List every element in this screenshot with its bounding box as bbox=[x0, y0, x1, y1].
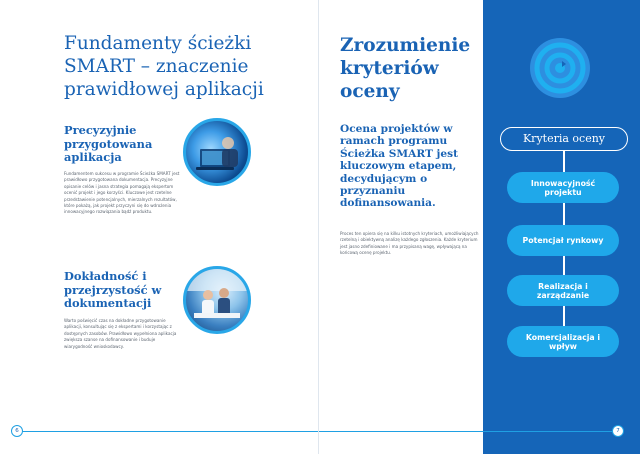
laptop-photo bbox=[183, 118, 251, 186]
section2-title: Dokładność i przejrzystość w dokumentacji bbox=[64, 269, 162, 310]
criterion-market bbox=[507, 225, 619, 256]
footer-line bbox=[483, 431, 613, 432]
connector-line bbox=[563, 306, 565, 326]
connector-line bbox=[563, 256, 565, 275]
page-number-right: 7 bbox=[612, 425, 624, 437]
connector-line bbox=[563, 203, 565, 225]
page-number-left: 6 bbox=[11, 425, 23, 437]
criterion-label: Realizacja i zarządzanie bbox=[536, 281, 590, 300]
section1-title: Precyzyjnie przygotowana aplikacja bbox=[64, 123, 153, 164]
criterion-commercialization bbox=[507, 326, 619, 357]
left-page-title: Fundamenty ścieżki SMART – znaczenie prawidłowej aplikacji bbox=[64, 33, 264, 100]
middle-page-body: Proces ten opiera się na kilku istotnych kryteriach, umożliwiających rzetelną i obiektywną analizę każdego zgłoszenia. Każde kryterium jest jasno zdefiniowane i ma przypisaną wagę, wpływającą na końcową ocenę projektu. bbox=[340, 231, 479, 256]
section2-body: Warto poświęcić czas na dokładne przygotowanie aplikacji, konsultując się z ekspertami i korzystając z dostępnych zasobów. Prawidłowo wypełniona aplikacja zwiększa szanse na dofinansowanie i buduje wiarygodność wnioskodawcy. bbox=[64, 318, 177, 349]
criterion-implementation bbox=[507, 275, 619, 306]
connector-line bbox=[563, 151, 565, 172]
team-photo bbox=[183, 266, 251, 334]
middle-page-title: Zrozumienie kryteriów oceny bbox=[340, 35, 471, 102]
criterion-innovation bbox=[507, 172, 619, 203]
criteria-header: Kryteria oceny bbox=[500, 127, 628, 151]
footer-line bbox=[319, 431, 483, 432]
page-spine bbox=[318, 0, 319, 454]
target-icon bbox=[529, 37, 591, 99]
criterion-label: Innowacyjność projektu bbox=[530, 178, 596, 197]
criterion-label: Komercjalizacja i wpływ bbox=[525, 332, 601, 351]
middle-page-subtitle: Ocena projektów w ramach programu Ścieżka SMART jest kluczowym etapem, decydującym o przyznaniu dofinansowania. bbox=[340, 123, 458, 210]
section1-body: Fundamentem sukcesu w programie Ścieżka SMART jest prawidłowo przygotowana dokumentacja. Precyzyjne opisanie celów i jasna strategia pomagają ekspertom ocenić projekt i jego korzyści. Kluczowe jest rzetelne przedstawienie potencjalnych, mierzalnych rezultatów, które pokażą, jak projekt przyczyni się do wdrożenia innowacyjnego rozwiązania bądź produktu. bbox=[64, 171, 180, 215]
footer-line bbox=[22, 431, 318, 432]
criterion-label: Potencjał rynkowy bbox=[522, 236, 604, 245]
